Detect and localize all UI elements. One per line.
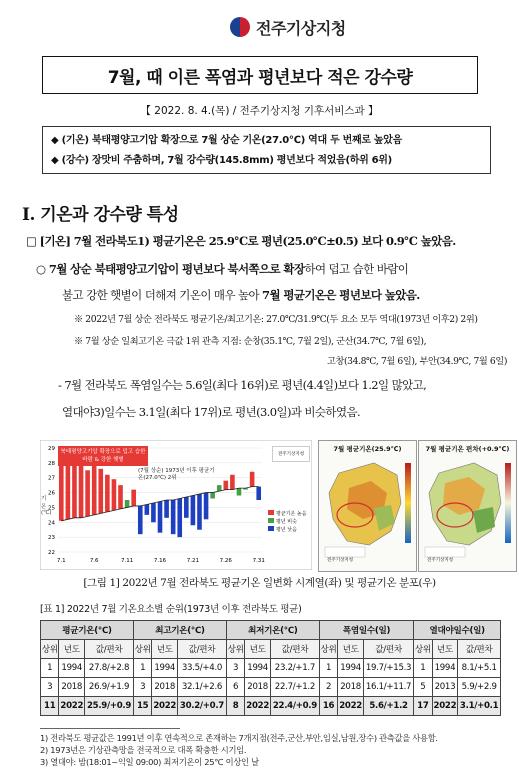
table-subheader: 년도 — [152, 640, 178, 659]
chart-org-logo: 전주기상지청 — [272, 446, 310, 462]
footnote-1: 1) 전라북도 평균값은 1991년 이후 연속적으로 존재하는 7개지점(전주,군산,부안,임실,남원,장수) 관측값을 사용함. — [40, 733, 438, 743]
chart-bar — [210, 493, 215, 499]
chart-bar — [250, 472, 255, 487]
footnote-rule — [40, 728, 180, 729]
chart-annotation: (7월 상순) 1973년 이후 평균기온(27.0℃) 2위 — [138, 468, 215, 481]
chart-bar — [197, 494, 202, 530]
body-line-3-start: 불고 강한 햇볕이 더해져 기온이 매우 높아 — [62, 288, 263, 302]
chart-bar — [79, 460, 84, 518]
chart-x-tick: 7.16 — [153, 558, 167, 564]
temperature-chart — [40, 440, 312, 570]
chart-y-tick: 29 — [48, 446, 55, 452]
page-title: 7월, 때 이른 폭염과 평년보다 적은 강수량 — [107, 67, 413, 88]
body-line-2-rest: 하여 덥고 습한 바람이 — [304, 262, 409, 276]
chart-x-tick: 7.26 — [219, 558, 232, 564]
table-cell: 2022 — [338, 697, 364, 716]
table-cell: 17 — [414, 697, 432, 716]
table-subheader: 값/편차 — [363, 640, 413, 659]
table-cell: 1994 — [432, 659, 458, 678]
map1-title: 7월 평균기온(25.9℃) — [333, 445, 402, 453]
footnote-2: 2) 1973년은 기상관측망을 전국적으로 대폭 확충한 시기임. — [40, 745, 247, 755]
summary-temp: ◆ (기온) 북태평양고기압 확장으로 7월 상순 기온(27.0℃) 역대 두 번째로 높았음 — [51, 135, 402, 146]
summary-box — [42, 126, 491, 174]
map2-image — [419, 453, 516, 563]
note-1: ※ 2022년 7월 상순 전라북도 평균기온/최고기온: 27.0℃/31.9℃(두 요소 모두 역대(1973년 이후2) 2위) — [74, 314, 478, 325]
chart-y-tick: 27 — [48, 475, 55, 482]
table-row — [41, 697, 501, 716]
body-line-1: □ [기온] 7월 전라북도1) 평균기온은 25.9℃로 평년(25.0℃±0.5) 보다 0.9℃ 높았음. — [26, 234, 456, 248]
table-cell: 3.1/+0.1 — [458, 697, 501, 716]
table-cell: 1994 — [59, 659, 85, 678]
chart-bar — [184, 497, 189, 518]
table-cell: 1 — [319, 659, 337, 678]
title-box — [42, 56, 478, 94]
chart-bar — [237, 488, 242, 495]
chart-y-tick: 24 — [48, 520, 55, 527]
chart-bar — [85, 470, 90, 516]
chart-x-tick: 7.6 — [89, 558, 99, 564]
table-cell: 1 — [41, 659, 59, 678]
chart-y-tick: 25 — [48, 505, 55, 512]
chart-bar — [105, 475, 110, 512]
table-subheader: 값/편차 — [270, 640, 319, 659]
table-subheader: 년도 — [432, 640, 458, 659]
table-cell: 2022 — [59, 697, 85, 716]
chart-callout: 북태평양고기압 확장으로 덥고 습한 바람 & 강한 햇볕 — [58, 446, 148, 466]
figure-caption: [그림 1] 2022년 7월 전라북도 평균기온 일변화 시계열(좌) 및 평균기온 분포(우) — [83, 577, 436, 589]
table-cell: 26.9/+1.9 — [85, 678, 134, 697]
chart-bar — [125, 500, 130, 507]
table-cell: 22.4/+0.9 — [270, 697, 319, 716]
chart-bar — [131, 490, 136, 506]
chart-bar — [204, 493, 209, 520]
map2-org-logo: 전주기상지청 — [427, 558, 454, 563]
chart-y-tick: 22 — [48, 550, 55, 556]
chart-bar — [118, 485, 123, 509]
map1-image — [319, 453, 416, 563]
table-cell: 19.7/+15.3 — [363, 659, 413, 678]
table-cell: 2022 — [245, 697, 271, 716]
summary-rain: ◆ (강수) 장맛비 주춤하며, 7월 강수량(145.8mm) 평년보다 적었음(하위 6위) — [51, 155, 392, 166]
chart-bar — [256, 487, 261, 500]
chart-bar — [151, 503, 156, 522]
legend-normal-swatch — [268, 518, 274, 523]
chart-x-tick: 7.1 — [56, 558, 66, 564]
kma-emblem-icon — [230, 17, 250, 37]
legend-low — [268, 526, 307, 534]
chart-y-label: 기온 (℃) — [41, 496, 52, 516]
map-mean-temp — [318, 440, 417, 572]
table-cell: 30.2/+0.7 — [178, 697, 227, 716]
table-group-header: 열대야일수(일) — [414, 621, 501, 640]
chart-bar — [158, 501, 163, 532]
table-subheader: 값/편차 — [85, 640, 134, 659]
table-subheader: 년도 — [338, 640, 364, 659]
table-subheader: 상위 — [41, 640, 59, 659]
ranking-table — [40, 620, 501, 716]
table-cell: 1 — [133, 659, 151, 678]
table-group-header: 폭염일수(일) — [319, 621, 413, 640]
table-cell: 5.6/+1.2 — [363, 697, 413, 716]
table-row — [41, 659, 501, 678]
chart-y-tick: 26 — [48, 490, 55, 497]
org-logo — [230, 14, 346, 40]
map1-colorbar — [405, 463, 411, 543]
table-cell: 2018 — [152, 678, 178, 697]
chart-legend — [268, 510, 307, 534]
footnote-3: 3) 열대야: 밤(18:01~익일 09:00) 최저기온이 25℃ 이상인 날 — [40, 757, 259, 767]
legend-high — [268, 510, 307, 518]
table-cell: 3 — [226, 659, 244, 678]
chart-bar — [230, 475, 235, 490]
chart-bar — [138, 506, 143, 534]
table-cell: 16.1/+11.7 — [363, 678, 413, 697]
table-cell: 11 — [41, 697, 59, 716]
table-cell: 2 — [319, 678, 337, 697]
legend-high-label: 평균기온 높음 — [276, 511, 307, 517]
map2-title: 7월 평균기온 편차(+0.9℃) — [425, 445, 510, 453]
table-subheader: 년도 — [245, 640, 271, 659]
table-cell: 15 — [133, 697, 151, 716]
legend-low-swatch — [268, 526, 274, 531]
table-cell: 8 — [226, 697, 244, 716]
chart-x-tick: 7.31 — [252, 558, 265, 564]
body-line-2 — [36, 261, 408, 277]
chart-y-tick: 28 — [48, 460, 55, 467]
table-subheader: 상위 — [226, 640, 244, 659]
legend-normal-label: 평년 비슷 — [276, 519, 297, 525]
date-line: 【 2022. 8. 4.(목) / 전주기상지청 기후서비스과 】 — [140, 105, 379, 117]
body-line-5: 열대야3)일수는 3.1일(최다 17위)로 평년(3.0일)과 비슷하였음. — [62, 405, 361, 419]
map2-colorbar — [505, 463, 511, 543]
table-cell: 25.9/+0.9 — [85, 697, 134, 716]
table-subheader: 상위 — [319, 640, 337, 659]
body-line-4: - 7월 전라북도 폭염일수는 5.6일(최다 16위)로 평년(4.4일)보다 1.2일 많았고, — [58, 378, 427, 392]
legend-low-label: 평년 낮음 — [276, 527, 297, 533]
chart-bar — [191, 496, 196, 526]
map1-org-logo: 전주기상지청 — [327, 558, 354, 563]
org-name: 전주기상지청 — [256, 18, 346, 38]
note-2: ※ 7월 상순 일최고기온 극값 1위 관측 지점: 순창(35.1℃, 7월 2일), 군산(34.7℃, 7월 6일), — [74, 336, 427, 347]
table-cell: 27.8/+2.8 — [85, 659, 134, 678]
table-cell: 3 — [133, 678, 151, 697]
table-subheader: 상위 — [133, 640, 151, 659]
table-row — [41, 678, 501, 697]
legend-normal — [268, 518, 307, 526]
table-cell: 16 — [319, 697, 337, 716]
table-cell: 8.1/+5.1 — [458, 659, 501, 678]
chart-bar — [98, 469, 103, 514]
table-group-header: 평균기온(℃) — [41, 621, 134, 640]
section-heading: Ⅰ. 기온과 강수량 특성 — [22, 205, 179, 225]
table-cell: 1994 — [245, 659, 271, 678]
table-cell: 22.7/+1.2 — [270, 678, 319, 697]
map-temp-anomaly — [418, 440, 517, 572]
table-cell: 6 — [226, 678, 244, 697]
table-subheader: 값/편차 — [458, 640, 501, 659]
chart-y-tick: 23 — [48, 535, 55, 542]
table-cell: 2022 — [152, 697, 178, 716]
table-cell: 23.2/+1.7 — [270, 659, 319, 678]
map2-org-box — [425, 547, 465, 557]
legend-high-swatch — [268, 510, 274, 515]
table-subheader: 값/편차 — [178, 640, 227, 659]
body-line-3-bold: 7월 평균기온은 평년보다 높았음. — [262, 288, 420, 302]
chart-bar — [217, 485, 222, 491]
chart-x-tick: 7.11 — [120, 558, 134, 564]
table-cell: 2018 — [245, 678, 271, 697]
chart-x-tick: 7.21 — [186, 558, 200, 564]
table-group-header: 최고기온(℃) — [133, 621, 226, 640]
table-cell: 1 — [414, 659, 432, 678]
note-3: 고창(34.8℃, 7월 6일), 부안(34.9℃, 7월 6일) — [327, 356, 507, 367]
table-subheader: 상위 — [414, 640, 432, 659]
table-cell: 32.1/+2.6 — [178, 678, 227, 697]
chart-bar — [171, 500, 176, 534]
table-cell: 33.5/+4.0 — [178, 659, 227, 678]
table-cell: 2013 — [432, 678, 458, 697]
table-cell: 1994 — [338, 659, 364, 678]
map1-org-box — [325, 547, 365, 557]
chart-bar — [164, 500, 169, 518]
chart-bar — [145, 504, 150, 514]
chart-bar — [224, 481, 229, 490]
table-subheader: 년도 — [59, 640, 85, 659]
table-group-header: 최저기온(℃) — [226, 621, 319, 640]
table-caption: [표 1] 2022년 7월 기온요소별 순위(1973년 이후 전라북도 평균) — [40, 604, 302, 615]
table-cell: 2018 — [59, 678, 85, 697]
table-cell: 5.9/+2.9 — [458, 678, 501, 697]
body-line-3 — [62, 287, 420, 303]
table-cell: 2018 — [338, 678, 364, 697]
table-cell: 3 — [41, 678, 59, 697]
chart-bar — [112, 479, 117, 510]
chart-bar — [177, 499, 182, 538]
table-cell: 2022 — [432, 697, 458, 716]
table-cell: 1994 — [152, 659, 178, 678]
table-cell: 5 — [414, 678, 432, 697]
body-line-2-bold: ○ 7월 상순 북태평양고기압이 평년보다 북서쪽으로 확장 — [36, 262, 305, 276]
